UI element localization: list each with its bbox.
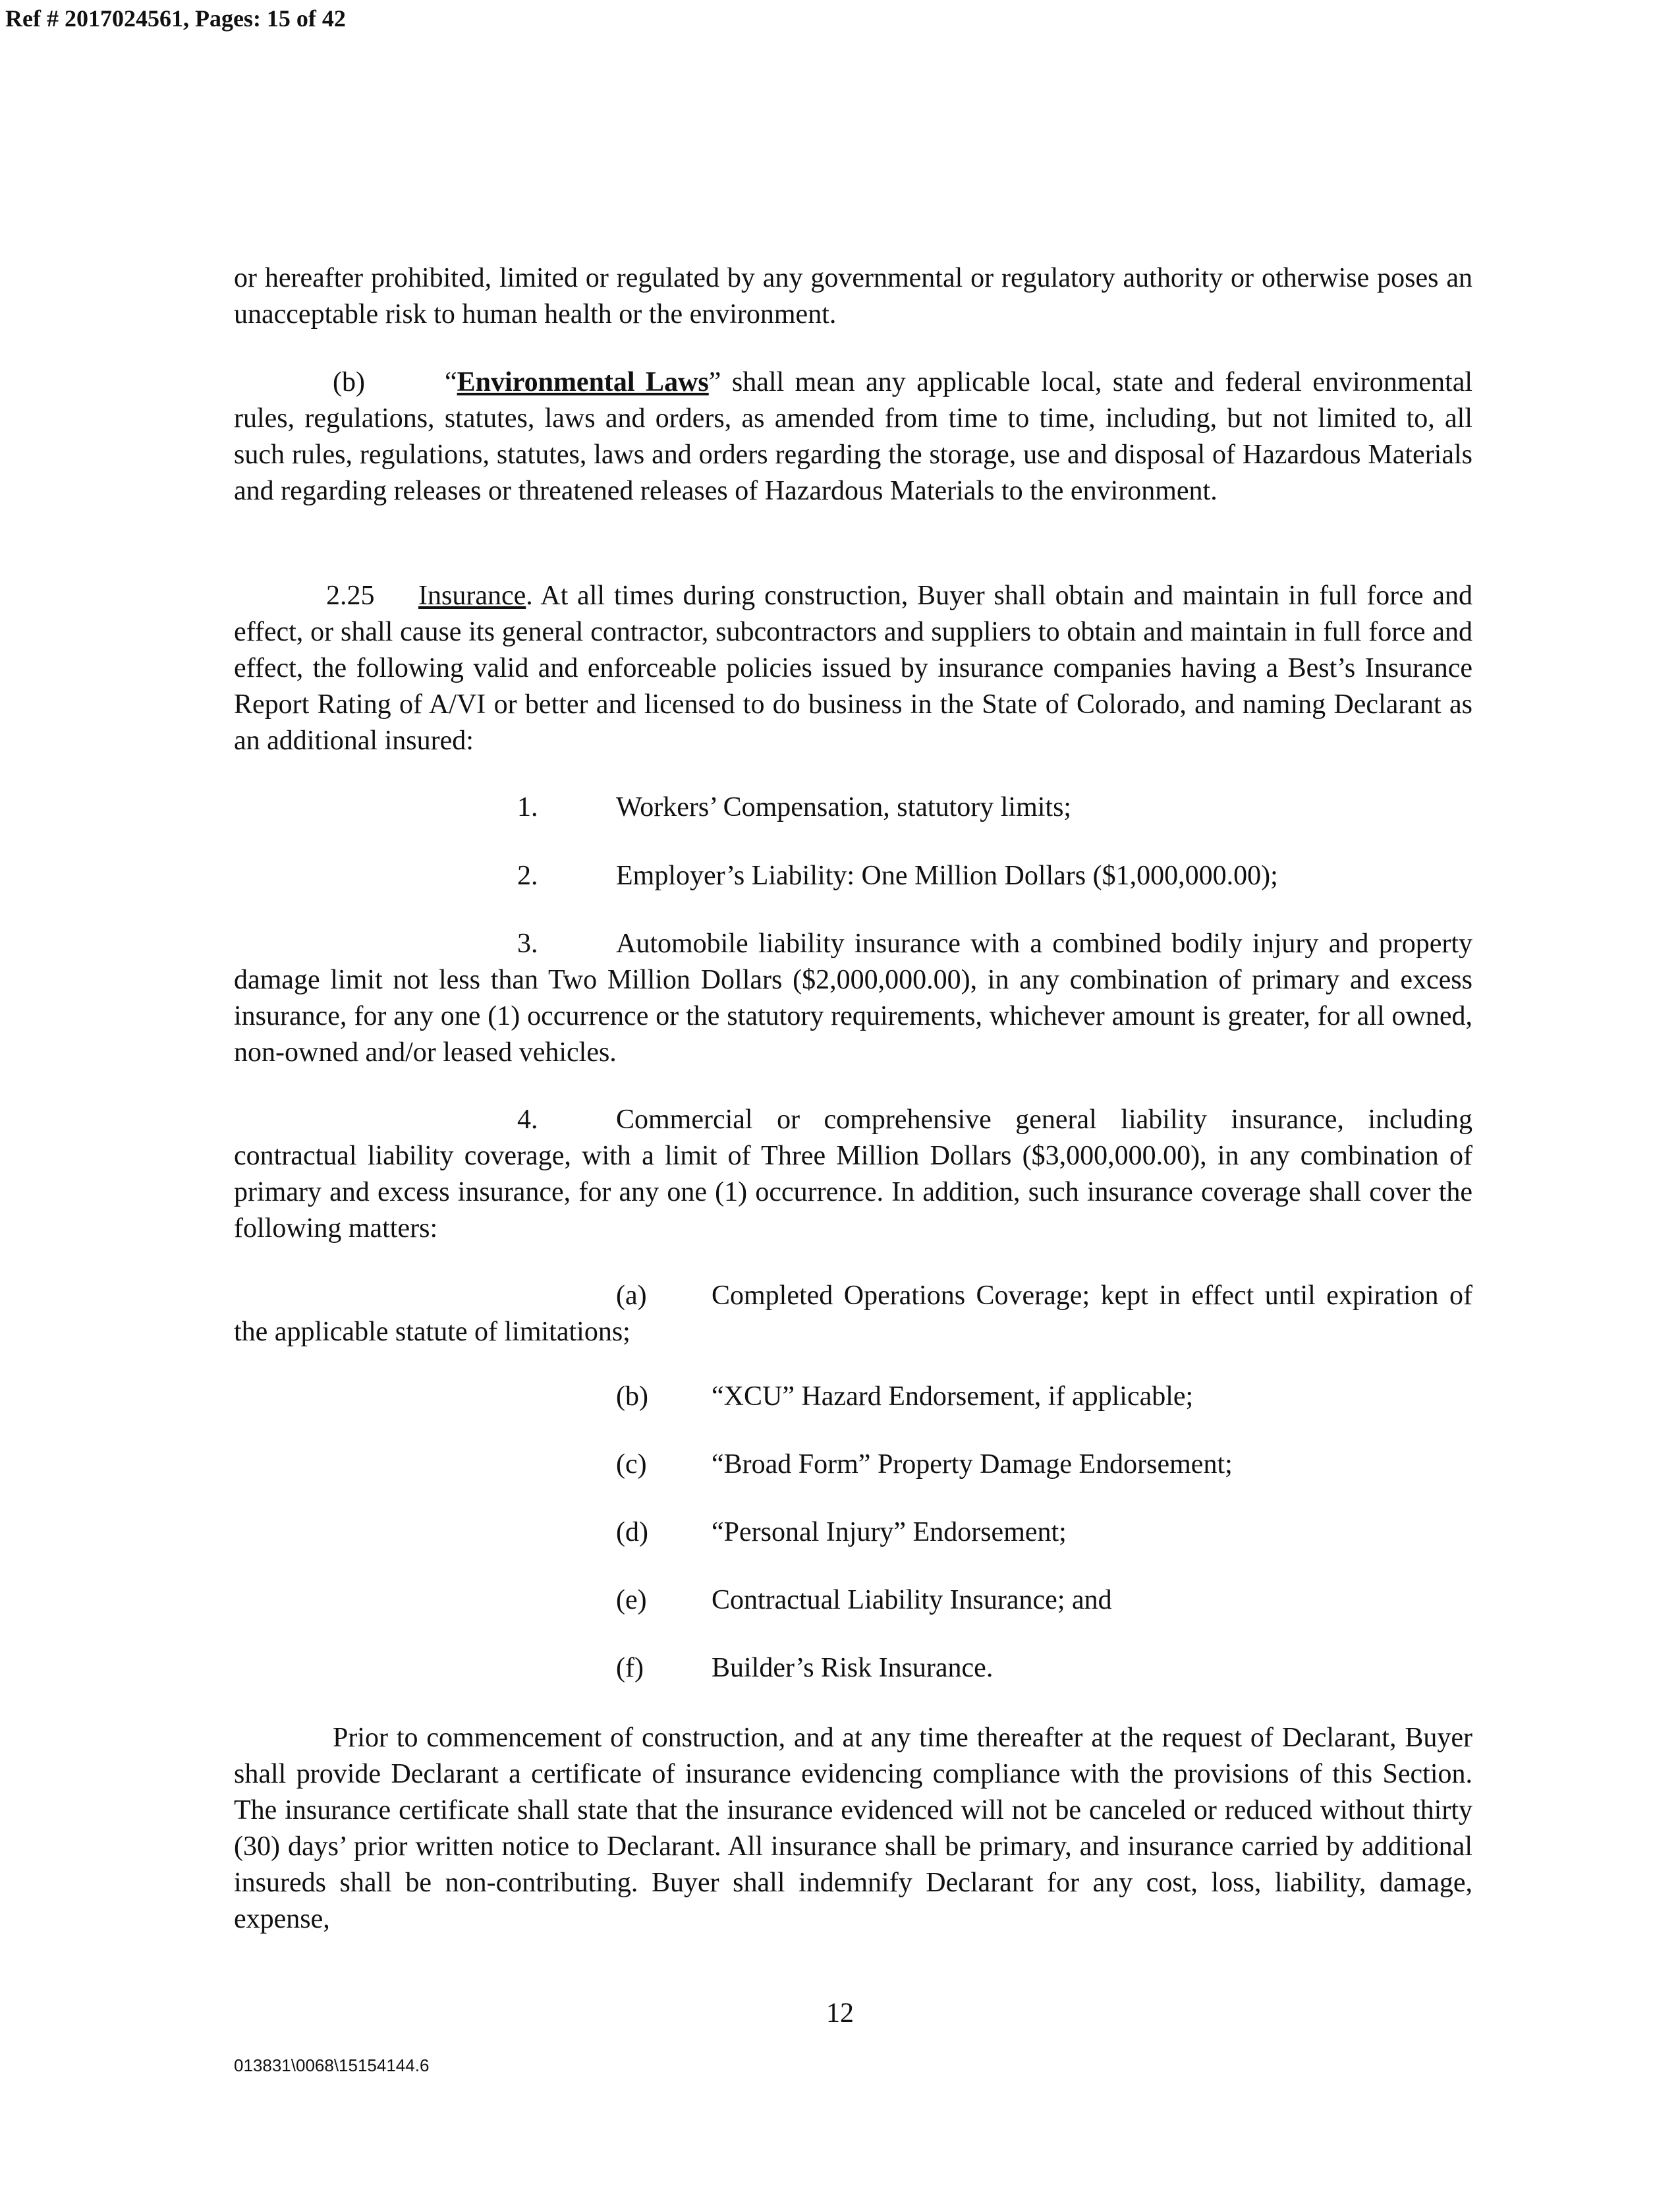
sub-list-item: (c) “Broad Form” Property Damage Endorsement;: [616, 1449, 1233, 1479]
prior-paragraph: Prior to commencement of construction, and at any time thereafter at the request of Declarant, Buyer shall provide Declarant a certificate of insurance evidencing compliance with the provisions of this Section. The insurance certificate shall state that the insurance evidenced will not be canceled or reduced without thirty (30) days’ prior written notice to Declarant. All insurance shall be primary, and insurance carried by additional insureds shall be non-contributing. Buyer shall indemnify Declarant for any cost, loss, liability, damage, expense,: [234, 1723, 1472, 1934]
env-laws-text: shall mean any applicable local, state and federal environmental rules, regulations, statutes, laws and orders, as amended from time to time, including, but not limited to, all such rules, regulations, statutes, laws and orders regarding the storage, use and disposal of Hazardous Materials and regarding releases or threatened releases of Hazardous Materials to the environment.: [234, 367, 1472, 506]
intro-paragraph: or hereafter prohibited, limited or regulated by any governmental or regulatory authority or otherwise poses an unacceptable risk to human health or the environment.: [234, 263, 1472, 330]
list-item-4-paragraph: 4. Commercial or comprehensive general liability insurance, including contractual liability coverage, with a limit of Three Million Dollars ($3,000,000.00), in any combination of primary and excess insurance, for any one (1) occurrence. In addition, such insurance coverage shall cover the following matters:: [234, 1105, 1472, 1244]
page-number: 12: [826, 1998, 854, 2028]
env-laws-quote-open: “: [445, 367, 457, 397]
environmental-laws-paragraph: [234, 364, 1472, 509]
env-laws-quote-close: ”: [708, 367, 721, 397]
sub-list-item: (e) Contractual Liability Insurance; and: [616, 1585, 1112, 1615]
sub-list-item: (d) “Personal Injury” Endorsement;: [616, 1517, 1067, 1547]
insurance-text: . At all times during construction, Buyer shall obtain and maintain in full force and effect, or shall cause its general contractor, subcontractors and suppliers to obtain and maintain in full force and effect, the following valid and enforceable policies issued by insurance companies having a Best’s Insurance Report Rating of A/VI or better and licensed to do business in the State of Colorado, and naming Declarant as an additional insured:: [234, 581, 1472, 756]
sub-list-item: (b) “XCU” Hazard Endorsement, if applicable;: [616, 1381, 1194, 1412]
document-id: 013831\0068\15154144.6: [234, 2055, 430, 2075]
sub-list-item: (f) Builder’s Risk Insurance.: [616, 1653, 994, 1683]
insurance-paragraph: [234, 578, 1472, 759]
reference-header: Ref # 2017024561, Pages: 15 of 42: [5, 5, 346, 32]
list-item: 2. Employer’s Liability: One Million Dollars ($1,000,000.00);: [517, 861, 1278, 891]
env-laws-label: (b): [333, 367, 365, 397]
section-number: 2.25: [326, 581, 375, 611]
list-item-3-paragraph: 3. Automobile liability insurance with a combined bodily injury and property damage limit not less than Two Million Dollars ($2,000,000.00), in any combination of primary and excess insurance, for any one (1) occurrence or the statutory requirements, whichever amount is greater, for all owned, non-owned and/or leased vehicles.: [234, 929, 1472, 1068]
sub-item-a-paragraph: (a) Completed Operations Coverage; kept in effect until expiration of the applicable statute of limitations;: [234, 1280, 1472, 1347]
env-laws-term: Environmental Laws: [457, 367, 709, 397]
list-item: 1. Workers’ Compensation, statutory limits;: [517, 792, 1072, 822]
section-title: Insurance: [418, 581, 526, 611]
